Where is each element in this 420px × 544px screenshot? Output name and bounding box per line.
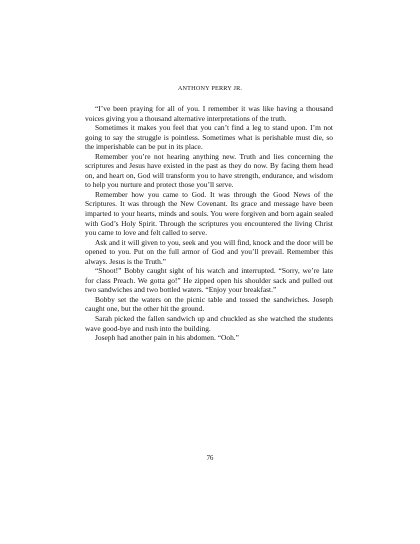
- paragraph: Joseph had another pain in his abdomen. “Ooh.”: [95, 333, 239, 343]
- body-text: [85, 104, 333, 343]
- paragraph: Bobby set the waters on the picnic table and tossed the sandwiches. Joseph caught one, but the other hit the ground.: [85, 294, 333, 314]
- page-number: 76: [206, 455, 214, 462]
- paragraph: Ask and it will given to you, seek and you will find, knock and the door will be opened to you. Put on the full armor of God and you’ll prevail. Remember this always. Jesus is the Truth.”: [85, 237, 333, 266]
- paragraph: Remember you’re not hearing anything new. Truth and lies concerning the scriptures and Jesus have existed in the past as they do now. By facing them head on, and heart on, God will transform you to have strength, endurance, and wisdom to help you nurture and protect those you’ll serve.: [85, 151, 333, 190]
- paragraph: Sometimes it makes you feel that you can’t find a leg to stand upon. I’m not going to say the struggle is pointless. Sometimes what is perishable must die, so the imperishable can be put in its place.: [85, 123, 333, 152]
- running-head: ANTHONY PERRY JR.: [177, 85, 243, 92]
- paragraph: Remember how you came to God. It was through the Good News of the Scriptures. It was through the New Covenant. Its grace and message have been imparted to your hearts, minds and souls. You were forgiven and born again sealed with God’s Holy Spirit. Through the scriptures you encountered the living Christ you came to love and felt called to serve.: [85, 189, 333, 238]
- paragraph: Sarah picked the fallen sandwich up and chuckled as she watched the students wave good-bye and rush into the building.: [85, 314, 333, 333]
- paragraph: “I’ve been praying for all of you. I remember it was like having a thousand voices giving you a thousand alternative interpretations of the truth.: [85, 104, 333, 123]
- paragraph: “Shoot!” Bobby caught sight of his watch and interrupted. “Sorry, we’re late for class Preach. We gotta go!” He zipped open his shoulder sack and pulled out two sandwiches and two bottled waters. “Enjoy your breakfast.”: [85, 266, 333, 295]
